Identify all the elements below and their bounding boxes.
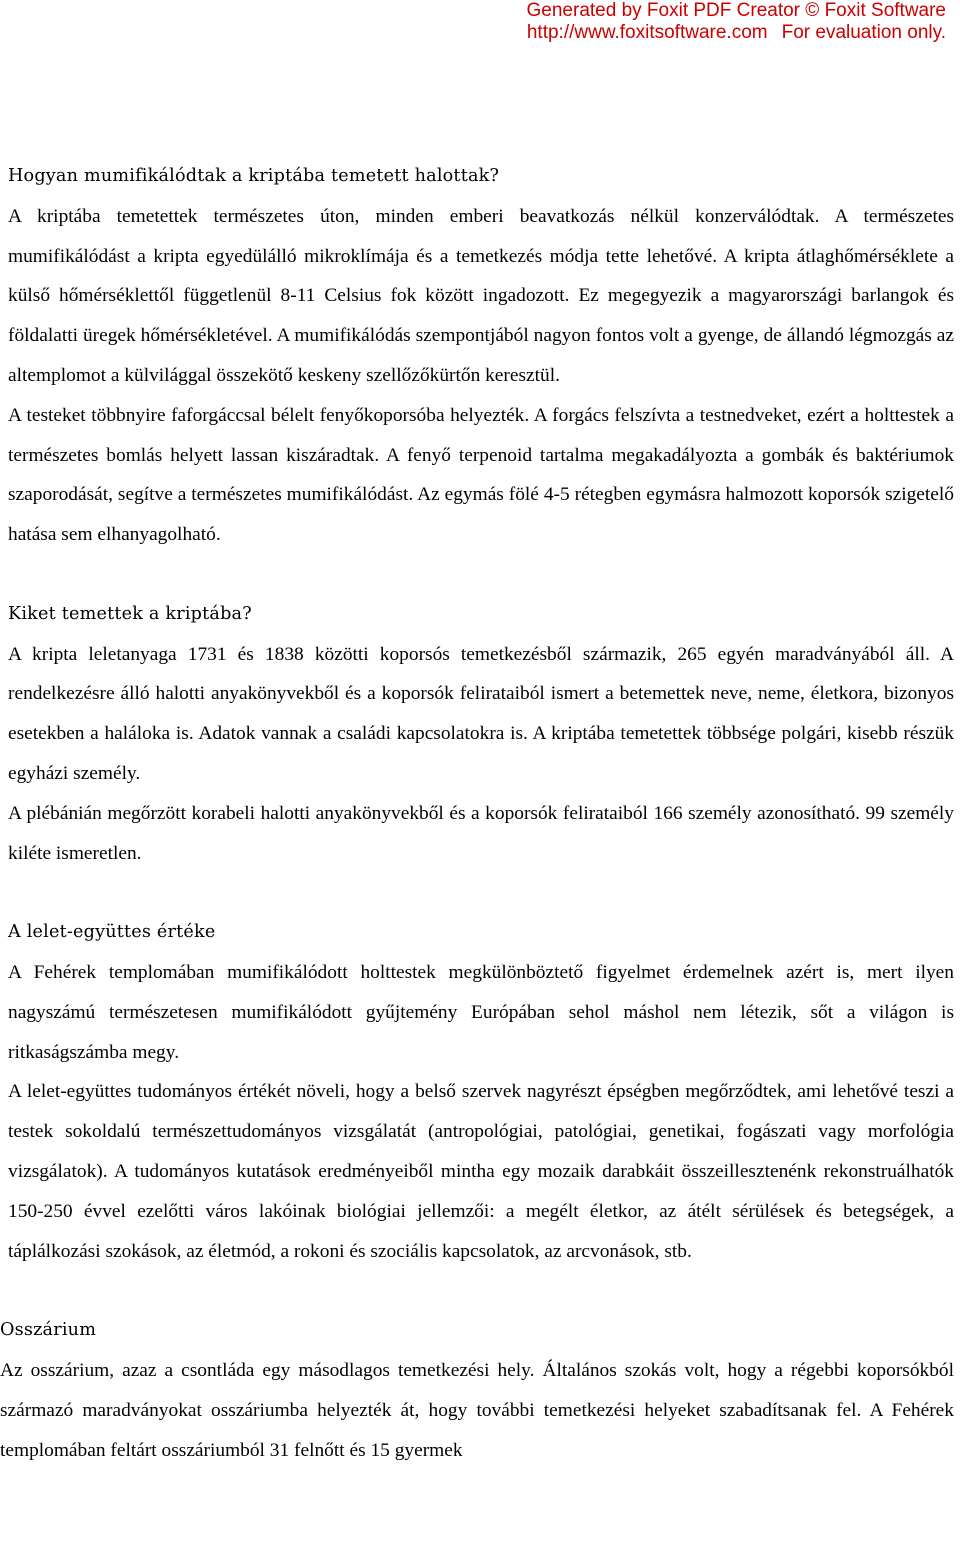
section-ossuary [0, 1311, 954, 1470]
paragraph: A plébánián megőrzött korabeli halotti anyakönyvekből és a koporsók felirataiból 166 személy azonosítható. 99 személy kiléte ismeretlen. [8, 802, 954, 864]
paragraph: A kriptába temetettek természetes úton, minden emberi beavatkozás nélkül konzerválódtak. A természetes mumifikálódást a kripta egyedülálló mikroklímája és a temetkezés módja tette lehetővé. A kripta átlaghőmérséklete a külső hőmérséklettől függetlenül 8-11 Celsius fok között ingadozott. Ez megegyezik a magyarországi barlangok és földalatti üregek hőmérsékletével. A mumifikálódás szempontjából nagyon fontos volt a gyenge, de állandó légmozgás az altemplomot a külvilággal összekötő keskeny szellőzőkürtőn keresztül. [8, 205, 954, 386]
section-heading: A lelet-együttes értéke [8, 922, 216, 943]
paragraph: A lelet-együttes tudományos értékét növeli, hogy a belső szervek nagyrészt épségben megőrződtek, ami lehetővé teszi a testek sokoldalú természettudományos vizsgálatát (antropológiai, patológiai, genetikai, fogászati vagy morfológia vizsgálatok). A tudományos kutatások eredményeiből mintha egy mozaik darabkáit összeillesztenénk rekonstruálhatók 150-250 évvel ezelőtti város lakóinak biológiai jellemzői: a megélt életkor, az átélt sérülések és betegségek, a táplálkozási szokások, az életmód, a rokoni és szociális kapcsolatok, az arcvonások, stb. [8, 1081, 954, 1262]
paragraph: A testeket többnyire faforgáccsal bélelt fenyőkoporsóba helyezték. A forgács felszívta a testnedveket, ezért a holttestek a természetes bomlás helyett lassan kiszáradtak. A fenyő terpenoid tartalma megakadályozta a gombák és baktériumok szaporodását, segítve a természetes mumifikálódást. Az egymás fölé 4-5 rétegben egymásra halmozott koporsók szigetelő hatása sem elhanyagolható. [8, 404, 954, 546]
watermark-eval: For evaluation only. [781, 22, 946, 43]
watermark-url: http://www.foxitsoftware.com [526, 22, 768, 43]
foxit-watermark [527, 0, 946, 44]
document-page [0, 157, 954, 1470]
section-who-was-buried [8, 595, 954, 874]
section-heading: Hogyan mumifikálódtak a kriptába temetett halottak? [8, 166, 500, 186]
section-mummification [8, 157, 954, 555]
watermark-line-1: Generated by Foxit PDF Creator © Foxit Software [526, 0, 946, 21]
paragraph: A kripta leletanyaga 1731 és 1838 közötti koporsós temetkezésből származik, 265 egyén maradványából áll. A rendelkezésre álló halotti anyakönyvekből és a koporsók felirataiból ismert a betemettek neve, neme, életkora, bizonyos esetekben a haláloka is. Adatok vannak a családi kapcsolatokra is. A kriptába temetettek többsége polgári, kisebb részük egyházi személy. [8, 643, 954, 784]
section-heading: Osszárium [0, 1320, 97, 1341]
paragraph: A Fehérek templomában mumifikálódott holttestek megkülönböztető figyelmet érdemelnek azért is, mert ilyen nagyszámú természetesen mumifikálódott gyűjtemény Európában sehol máshol nem létezik, sőt a világon is ritkaságszámba megy. [8, 961, 954, 1063]
section-heading: Kiket temettek a kriptába? [8, 603, 252, 624]
section-find-value [8, 913, 954, 1271]
paragraph: Az osszárium, azaz a csontláda egy másodlagos temetkezési hely. Általános szokás volt, hogy a régebbi koporsókból származó maradványokat osszáriumba helyezték át, hogy további temetkezési helyeket szabadítsanak fel. A Fehérek templomában feltárt osszáriumból 31 felnőtt és 15 gyermek [0, 1359, 954, 1461]
watermark-line-2 [527, 22, 946, 44]
